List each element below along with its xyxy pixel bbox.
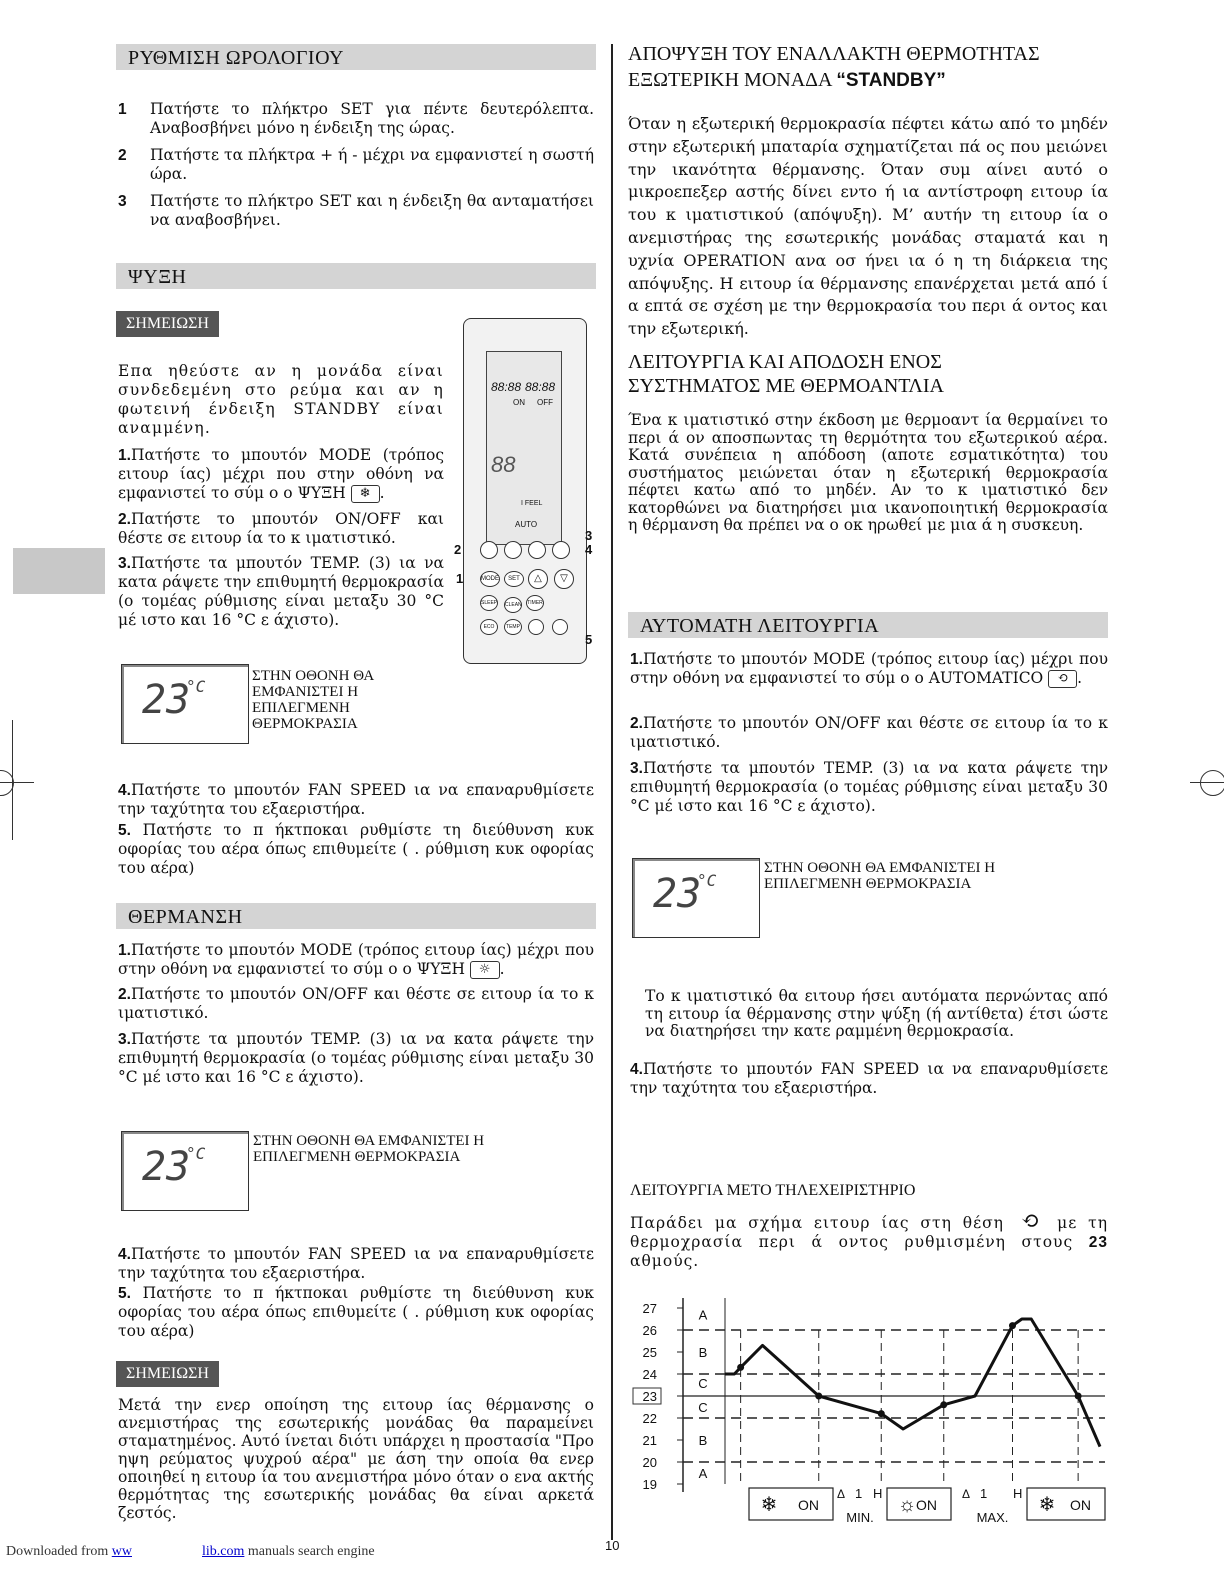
step-text: Πατήστε το μπουτόν ON/OFF και θέστε σε ειτουρ ία το κ ιματιστικό. [630,714,1108,751]
step-text: Πατήστε το μπουτόν FAN SPEED ια να επαναρυθμίσετε την ταχύτητα του εξαεριστήρα. [118,781,594,818]
clock-step-1 [118,100,594,138]
clock-header: ΡΥΘΜΙΣΗ ΩΡΟΛΟΓΙΟΥ [116,44,596,70]
y-tick-label: 21 [642,1433,657,1448]
cool-note-text: Επα ηθεύστε αν η μονάδα είναι συνδεδεμένη στο ρεύμα και αν η φωτεινή ένδειξη STANDBY είναι αναμμένη. [118,362,444,437]
heatpump-title-1: ΛΕΙΤΟΥΡΓΙΑ ΚΑΙ ΑΠΟΔΟΣΗ ΕΝΟΣ [628,351,942,373]
step-number: 3. [630,760,643,777]
data-point [878,1410,885,1417]
sun-icon: ☼ [897,1494,917,1516]
step-text: Πατήστε τα μπουτόν TEMP. (3) ια να κατα ράψετε την επιθυμητή θερμοκρασία (ο τομέας ρύθμισης είναι μεταξυ 30 °C μέ ιστο και 16 °C ε άχιστο). [118,1030,594,1086]
remote-op-text-a: Παράδει μα σχήμα ειτουρ ίας στη θέση [630,1214,1004,1232]
remote-on: ON [513,398,525,407]
gap-unit: H [1013,1486,1023,1501]
band-label: A [698,1307,708,1323]
display-unit: °C [186,677,206,696]
auto-mode-icon: ⟲ [1057,671,1069,686]
fan-speed-button[interactable] [552,541,570,559]
heatpump-text: Ένα κ ιματιστικό στην έκδοση με θερμοαντ ία θερμαίνει το περι ά ον αποσπωντας τη θερμότητα του εξωτερικού αέρα. Κατά συνέπεια η απόδοση (αποτε εσματικότητα) του συστήματος μειώνεται όταν η εξωτερική θερμοκρασία πέφτει κατω από το μηδέν. Αν το κ ιματιστικό δεν κατορθώνει να διατηρήσει μια ικανοποιητική θερμοκρασία η θέρμανση θα πρέπει να ο οκ ηρωθεί με μια ά η συσκευη. [628,411,1108,534]
footer-link[interactable] [112,1544,245,1559]
heat-display-caption: ΣΤΗΝ ΟΘΟΝΗ ΘΑ ΕΜΦΑΝΙΣΤΕΙ Η ΕΠΙΛΕΓΜΕΝΗ ΘΕΡΜΟΚΡΑΣΙΑ [253,1133,485,1165]
display-temp: 23 [653,871,702,917]
remote-op-text [630,1209,1108,1271]
y-tick-label: 25 [642,1345,657,1360]
step-number: 3. [118,555,131,572]
cool-step-4 [118,781,594,819]
snowflake-icon: ❄ [1038,1494,1056,1516]
defrost-title-1: ΑΠΟΨΥΞΗ ΤΟΥ ΕΝΑΛΛΑΚΤΗ ΘΕΡΜΟΤΗΤΑΣ [628,43,1040,65]
cool-step-3 [118,554,444,630]
band-label: C [698,1375,708,1391]
remote-callout-1: 1 [456,571,464,586]
heat-header: ΘΕΡΜΑΝΣΗ [116,903,596,929]
band-label: A [698,1466,708,1481]
clean-button[interactable]: CLEAN [504,597,522,613]
data-point [1075,1393,1082,1400]
cool-mode-icon-box [351,485,380,503]
y-tick-label: 22 [642,1411,657,1426]
heat-mode-icon-box [470,961,500,979]
crop-line-left [0,782,34,783]
auto-header: ΑΥΤΟΜΑΤΗ ΛΕΙΤΟΥΡΓΙΑ [628,612,1108,638]
step-number: 1. [630,651,643,668]
crop-vline-left [12,720,13,840]
mode-label: ON [798,1497,819,1513]
heat-note-text: Μετά την ενερ οποίηση της ειτουρ ίας θέρμανσης ο ανεμιστήρας της εσωτερικής μονάδας θα παραμείνει σταματημένος. Αυτό ίνεται διότι υπάρχει η προστασία "Προ ηψη ρεύματος ψυχρού αέρα" με άση την οποία θα ενερ οποιηθεί η ειτουρ ία του ανεμιστήρα μόνο όταν ο ενα ακτής θερμότητας της εσωτερικής μονάδας θα είναι αρκετά ζεστός. [118,1396,594,1522]
gap-unit: H [873,1486,883,1501]
step-number: 1 [118,101,127,118]
footer-link-b: lib.com [202,1544,245,1559]
gap-value: 1 [980,1486,988,1501]
mode-label: ON [1070,1497,1091,1513]
step-number: 1. [118,942,131,959]
y-tick-label: 26 [642,1323,657,1338]
cool-step-2 [118,510,444,548]
data-point [815,1393,822,1400]
step-text: Πατήστε το μπουτόν ON/OFF και θέστε σε ειτουρ ία το κ ιματιστικό. [118,985,594,1022]
set-button[interactable]: SET [504,571,524,587]
step-text: Πατήστε το μπουτόν MODE (τρόπος ειτουρ ίας) μέχρι που στην οθόνη να εμφανιστεί το σύμ ο ο ΨΥΞΗ [118,446,444,502]
y-tick-label: 20 [642,1455,657,1470]
cool-step-5 [118,821,594,878]
step-text: Πατήστε το μπουτόν MODE (τρόπος ειτουρ ίας) μέχρι που στην οθόνη να εμφανιστεί το σύμ ο ο ΨΥΞΗ [118,941,594,978]
sleep-button[interactable]: SLEEP [480,595,498,611]
auto-step-3 [630,759,1108,816]
data-point [1009,1322,1016,1329]
step-number: 1. [118,447,131,464]
gap-sub: MIN. [846,1510,874,1525]
temp-minus-button[interactable] [504,541,522,559]
heat-step-3 [118,1030,594,1087]
step-number: 2. [118,986,131,1003]
band-label: B [698,1345,708,1360]
crop-line-right [1190,782,1224,783]
auto-display [632,858,760,938]
auto-text-b: Το κ ιματιστικό θα ειτουρ ήσει αυτόματα περνώντας από τη ειτουρ ία θέρμανσης στην ψύξη (ή αντίθετα) έτσι ώστε να διατηρήσει την κατε ραμμένη θερμοκρασία. [645,987,1108,1040]
remote-op-title: ΛΕΙΤΟΥΡΓΙΑ ΜΕΤΟ ΤΗΛΕΧΕΙΡΙΣΤΗΡΙΟ [630,1182,916,1199]
heat-step-5 [118,1284,594,1341]
cool-display-caption: ΣΤΗΝ ΟΘΟΝΗ ΘΑ ΕΜΦΑΝΙΣΤΕΙ Η ΕΠΙΛΕΓΜΕΝΗ ΘΕΡΜΟΚΡΑΣΙΑ [252,668,374,732]
band-label: B [698,1433,708,1448]
remote-time-1: 88:88 [491,380,522,394]
remote-temp: 88 [491,452,516,477]
cool-step-1: 1.Πατήστε το μπουτόν MODE (τρόπος ειτουρ ίας) μέχρι που στην οθόνη να εμφανιστεί το σύμ ο ο ΨΥΞΗ ❄ . [118,446,444,502]
step-number: 5. [118,822,131,839]
sun-icon: ☼ [478,962,491,977]
remote-auto: AUTO [515,520,538,529]
heat-display [121,1131,249,1211]
remote-op-value: 23 [1088,1234,1108,1251]
step-text: Πατήστε το π ήκτποκαι ρυθμίστε τη διεύθυνση κυκ οφορίας του αέρα όπως επιθυμείτε ( . ρύθμιση κυκ οφορίας του αέρα) [118,821,594,877]
defrost-title-2-text: ΕΞΩΤΕΡΙΚΗ ΜΟΝΑΔΑ [628,69,832,91]
heat-step-4 [118,1245,594,1283]
step-number: 3 [118,193,127,210]
footer-suffix: manuals search engine [247,1544,375,1559]
step-text: Πατήστε το μπουτόν MODE (τρόπος ειτουρ ίας) μέχρι που στην οθόνη να εμφανιστεί το σύμ ο ο AUTOMATICO [630,650,1108,687]
crop-mark-right [1200,770,1224,796]
step-number: 4. [630,1061,643,1078]
cool-display [121,664,249,744]
cool-note-label: ΣΗΜΕΙΩΣΗ [116,311,219,337]
down-button[interactable]: ▽ [554,569,574,589]
side-tab [13,548,105,594]
auto-step-4 [630,1060,1108,1098]
footer-link-a: ww [111,1544,132,1559]
remote-ifeel: I FEEL [521,500,543,507]
gap-delta: Δ [837,1487,846,1501]
heat-step-2 [118,985,594,1023]
y-tick-label: 27 [642,1301,657,1316]
footer-downloaded: Downloaded from [6,1544,109,1559]
timer-button[interactable]: TIMER [526,595,544,611]
gap-value: 1 [855,1486,863,1501]
temp-plus-button[interactable] [528,541,546,559]
defrost-title-2 [628,68,946,93]
defrost-text: Όταν η εξωτερική θερμοκρασία πέφτει κάτω από το μηδέν στην εξωτερική μπαταρία σχηματίζεται πά ος που μειώνει την ικανότητα θέρμανσης. Όταν συμ αίνει αυτό ο μικροεπεξερ αστής δίνει εντο ή ια αντίστροφη ειτουρ ία του κ ιματιστικού (απόψυξη). Μ’ αυτήν τη ειτουρ ία ο ανεμιστήρας της εσωτερικής μονάδας σταματά και η υχνία OPERATION ανα οσ ήνει ια ό η τη διάρκεια της απόψυξης. Η ειτουρ ία θέρμανσης επανέρχεται μετά από ί α επτά σε σχέση με την θερμοκρασία του περι ά οντος και την εξωτερική. [628,114,1108,339]
page-number: 10 [605,1538,620,1553]
auto-step-2 [630,714,1108,752]
temp-button[interactable]: TEMP [504,619,522,635]
step-number: 2 [118,147,127,164]
y-tick-label: 24 [642,1367,657,1382]
step-text: Πατήστε το πλήκτρο SET και η ένδειξη θα ανταματήσει να αναβοσβήνει. [150,192,594,229]
heat-step-1: 1.Πατήστε το μπουτόν MODE (τρόπος ειτουρ ίας) μέχρι που στην οθόνη να εμφανιστεί το σύμ ο ο ΨΥΞΗ ☼ . [118,941,594,978]
snowflake-icon: ❄ [760,1494,778,1516]
defrost-title-standby: “STANDBY” [836,70,946,91]
remote-callout-4: 4 [585,542,593,557]
step-number: 4. [118,1246,131,1263]
step-text: Πατήστε το π ήκτποκαι ρυθμίστε τη διεύθυνση κυκ οφορίας του αέρα όπως επιθυμείτε ( . ρύθμιση κυκ οφορίας του αέρα) [118,1284,594,1340]
up-button[interactable]: △ [528,569,548,589]
step-number: 2. [118,511,131,528]
auto-mode-icon: ⟲ [1020,1209,1041,1234]
step-text: Πατήστε το πλήκτρο SET για πέντε δευτερόλεπτα. Αναβοσβήνει μόνο η ένδειξη της ώρας. [150,100,594,137]
remote-callout-2: 2 [454,542,462,557]
step-text: Πατήστε τα πλήκτρα + ή - μέχρι να εμφανιστεί η σωστή ώρα. [150,146,594,183]
band-label: C [698,1400,708,1415]
remote-off: OFF [537,398,553,407]
temperature-chart [625,1294,1115,1534]
y-tick-label: 23 [642,1389,657,1404]
y-tick-label: 19 [642,1477,657,1492]
column-divider [611,44,613,1540]
display-temp: 23 [142,1144,191,1190]
gap-delta: Δ [962,1487,971,1501]
step-text: Πατήστε το μπουτόν FAN SPEED ια να επαναρυθμίσετε την ταχύτητα του εξαεριστήρα. [118,1245,594,1282]
auto-step-1: 1.Πατήστε το μπουτόν MODE (τρόπος ειτουρ ίας) μέχρι που στην οθόνη να εμφανιστεί το σύμ ο ο AUTOMATICO ⟲ . [630,650,1108,687]
remote-callout-5: 5 [585,632,593,647]
data-point [737,1364,744,1371]
auto-display-caption: ΣΤΗΝ ΟΘΟΝΗ ΘΑ ΕΜΦΑΝΙΣΤΕΙ Η ΕΠΙΛΕΓΜΕΝΗ ΘΕΡΜΟΚΡΑΣΙΑ [764,860,996,892]
remote-screen [486,351,562,545]
step-number: 3. [118,1031,131,1048]
mode-button[interactable]: MODE [480,571,500,587]
step-text: Πατήστε το μπουτόν FAN SPEED ια να επαναρυθμίσετε την ταχύτητα του εξαεριστήρα. [630,1060,1108,1097]
step-text: Πατήστε το μπουτόν ON/OFF και θέστε σε ειτουρ ία το κ ιματιστικό. [118,510,444,547]
step-number: 5. [118,1285,131,1302]
clock-step-3 [118,192,594,230]
footer [6,1544,375,1560]
step-number: 2. [630,715,643,732]
step-text: Πατήστε τα μπουτόν TEMP. (3) ια να κατα ράψετε την επιθυμητή θερμοκρασία (ο τομέας ρύθμισης είναι μεταξυ 30 °C μέ ιστο και 16 °C ε άχιστο). [118,554,444,629]
snowflake-icon: ❄ [359,486,371,501]
swing-button[interactable] [528,619,544,635]
heatpump-title-2: ΣΥΣΤΗΜΑΤΟΣ ΜΕ ΘΕΡΜΟΑΝΤΛΙΑ [628,375,944,397]
cool-header: ΨΥΞΗ [116,263,596,289]
step-text: Πατήστε τα μπουτόν TEMP. (3) ια να κατα ράψετε την επιθυμητή θερμοκρασία (ο τομέας ρύθμισης είναι μεταξυ 30 °C μέ ιστο και 16 °C ε άχιστο). [630,759,1108,815]
auto-mode-icon-box [1048,670,1077,688]
onoff-button[interactable] [480,541,498,559]
step-number: 4. [118,782,131,799]
gap-sub: MAX. [976,1510,1009,1525]
remote-op-text-c: αθμούς. [630,1252,700,1270]
remote-callout-3: 3 [585,528,593,543]
display-temp: 23 [142,677,191,723]
heat-note-label: ΣΗΜΕΙΩΣΗ [116,1361,219,1387]
remote-control [463,318,587,664]
data-point [940,1401,947,1408]
eco-button[interactable]: ECO [480,619,498,635]
mode-label: ON [916,1497,937,1513]
display-unit: °C [697,871,717,890]
louver-button[interactable] [552,619,568,635]
clock-step-2 [118,146,594,184]
remote-time-2: 88:88 [525,380,556,394]
remote-op-text-b: με τη θερμοχρασία περι ά οντος ρυθμισμένη στους [630,1214,1108,1251]
temperature-line [725,1319,1100,1447]
display-unit: °C [186,1144,206,1163]
